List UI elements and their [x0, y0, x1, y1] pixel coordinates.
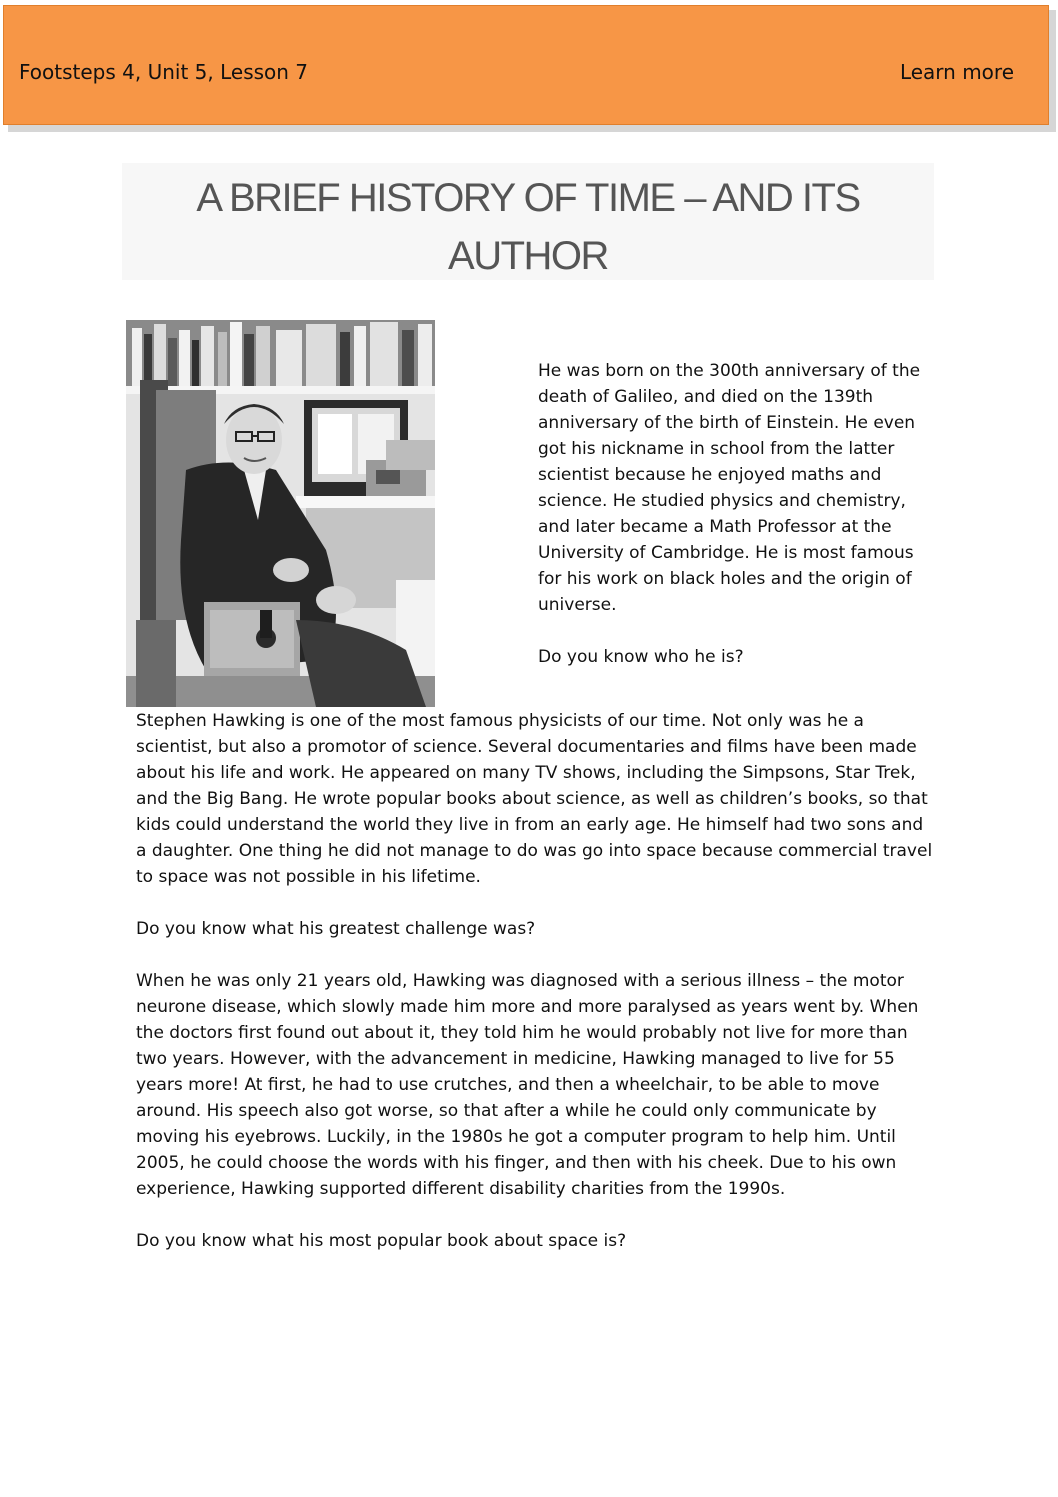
paragraph-fame: Stephen Hawking is one of the most famous physicists of our time. Not only was he a scientist, but also a promotor of science. Several documentaries and films have been made about his life and work. He appeared on many TV shows, including the Simpsons, Star Trek, and the Big Bang. He wrote popular books about science, as well as children’s books, so that kids could understand the world they live in from an early age. He himself had two sons and a daughter. One thing he did not manage to do was go into space because commercial travel to space was not possible in his lifetime. — [136, 711, 933, 887]
header-banner — [3, 5, 1049, 125]
question-book: Do you know what his most popular book about space is? — [136, 1231, 627, 1251]
intro-question: Do you know who he is? — [538, 647, 744, 667]
page-title: A BRIEF HISTORY OF TIME – AND ITS AUTHOR — [196, 176, 860, 278]
question-challenge: Do you know what his greatest challenge was? — [136, 919, 536, 939]
main-text — [136, 708, 936, 1254]
photo-of-man-in-wheelchair-icon — [126, 320, 435, 707]
intro-paragraph: He was born on the 300th anniversary of the death of Galileo, and died on the 139th anniversary of the birth of Einstein. He even got his nickname in school from the latter scientist because he enjoyed maths and science. He studied physics and chemistry, and later became a Math Professor at the University of Cambridge. He is most famous for his work on black holes and the origin of universe. — [538, 361, 921, 615]
lesson-label: Footsteps 4, Unit 5, Lesson 7 — [19, 60, 309, 84]
intro-text — [538, 358, 928, 670]
learn-more-link[interactable]: Learn more — [899, 60, 1014, 84]
paragraph-illness: When he was only 21 years old, Hawking was diagnosed with a serious illness – the motor neurone disease, which slowly made him more and more paralysed as years went by. When the doctors first found out about it, they told him he would probably not live for more than two years. However, with the advancement in medicine, Hawking managed to live for 55 years more! At first, he had to use crutches, and then a wheelchair, to be able to move around. His speech also got worse, so that after a while he could only communicate by moving his eyebrows. Luckily, in the 1980s he got a computer program to help him. Until 2005, he could choose the words with his finger, and then with his cheek. Due to his own experience, Hawking supported different disability charities from the 1990s. — [136, 971, 919, 1199]
title-box — [122, 163, 934, 280]
